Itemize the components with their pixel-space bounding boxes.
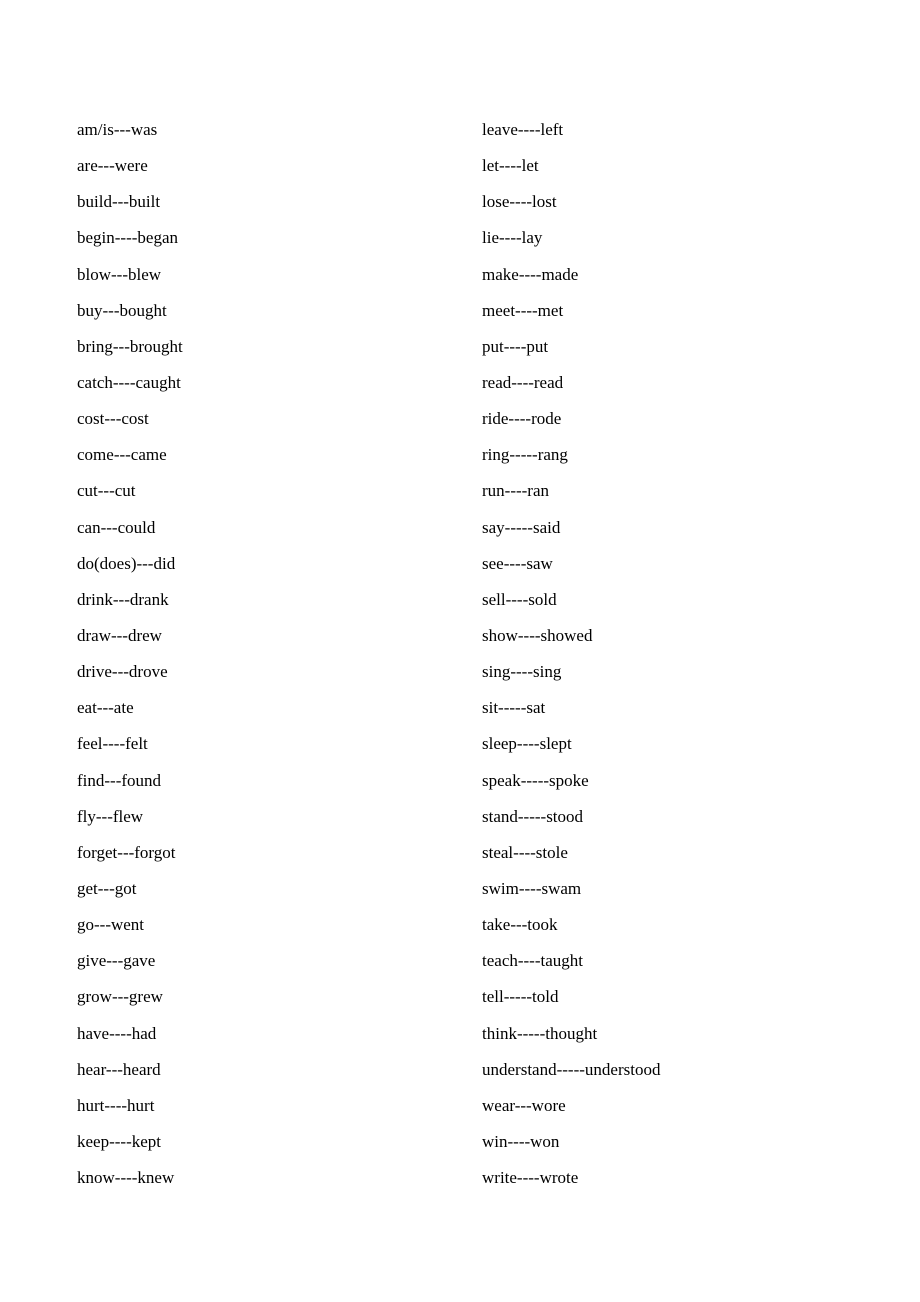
verb-entry: begin----began	[77, 228, 179, 248]
verb-entry: go---went	[77, 915, 145, 935]
verb-entry: sing----sing	[482, 662, 562, 682]
verb-entry: build---built	[77, 192, 161, 212]
verb-entry: write----wrote	[482, 1168, 579, 1188]
verb-entry: have----had	[77, 1023, 157, 1043]
verb-entry: draw---drew	[77, 625, 162, 645]
verb-list-left-column	[77, 118, 183, 1202]
verb-entry: meet----met	[482, 300, 564, 320]
verb-entry: hear---heard	[77, 1059, 161, 1079]
verb-entry: sit-----sat	[482, 698, 546, 718]
verb-entry: tell-----told	[482, 987, 559, 1007]
verb-entry: keep----kept	[77, 1131, 162, 1151]
verb-entry: leave----left	[482, 120, 564, 139]
verb-entry: speak-----spoke	[482, 770, 589, 790]
verb-entry: can---could	[77, 517, 156, 537]
verb-entry: come---came	[77, 445, 167, 465]
verb-entry: blow---blew	[77, 264, 162, 284]
verb-entry: win----won	[482, 1131, 560, 1151]
verb-entry: drive---drove	[77, 662, 168, 682]
verb-entry: ring-----rang	[482, 445, 568, 465]
verb-entry: make----made	[482, 264, 579, 284]
verb-entry: understand-----understood	[482, 1059, 661, 1079]
verb-entry: bring---brought	[77, 336, 183, 356]
verb-entry: know----knew	[77, 1168, 175, 1188]
verb-entry: hurt----hurt	[77, 1095, 155, 1115]
verb-entry: let----let	[482, 156, 539, 176]
verb-entry: lose----lost	[482, 192, 557, 212]
verb-entry: am/is---was	[77, 120, 158, 139]
verb-entry: eat---ate	[77, 698, 134, 718]
verb-entry: read----read	[482, 372, 564, 392]
verb-entry: show----showed	[482, 625, 593, 645]
verb-list-right-column	[482, 118, 660, 1202]
verb-entry: take---took	[482, 915, 558, 935]
verb-entry: fly---flew	[77, 806, 144, 826]
verb-entry: forget---forgot	[77, 842, 176, 862]
verb-entry: cost---cost	[77, 409, 149, 429]
verb-entry: drink---drank	[77, 589, 169, 609]
verb-entry: sleep----slept	[482, 734, 572, 754]
verb-entry: say-----said	[482, 517, 561, 537]
verb-entry: see----saw	[482, 553, 553, 573]
verb-entry: sell----sold	[482, 589, 557, 609]
verb-entry: wear---wore	[482, 1095, 566, 1115]
verb-entry: steal----stole	[482, 842, 568, 862]
verb-entry: stand-----stood	[482, 806, 584, 826]
verb-entry: find---found	[77, 770, 162, 790]
verb-entry: put----put	[482, 336, 549, 356]
verb-entry: lie----lay	[482, 228, 543, 248]
verb-entry: are---were	[77, 156, 148, 176]
verb-entry: catch----caught	[77, 372, 181, 392]
verb-entry: give---gave	[77, 951, 156, 971]
verb-entry: grow---grew	[77, 987, 163, 1007]
verb-entry: feel----felt	[77, 734, 148, 754]
verb-entry: cut---cut	[77, 481, 136, 501]
verb-entry: swim----swam	[482, 878, 582, 898]
verb-entry: teach----taught	[482, 951, 583, 971]
verb-entry: do(does)---did	[77, 553, 176, 573]
verb-entry: get---got	[77, 878, 137, 898]
verb-entry: ride----rode	[482, 409, 562, 429]
verb-entry: buy---bought	[77, 300, 167, 320]
verb-entry: think-----thought	[482, 1023, 598, 1043]
verb-entry: run----ran	[482, 481, 550, 501]
